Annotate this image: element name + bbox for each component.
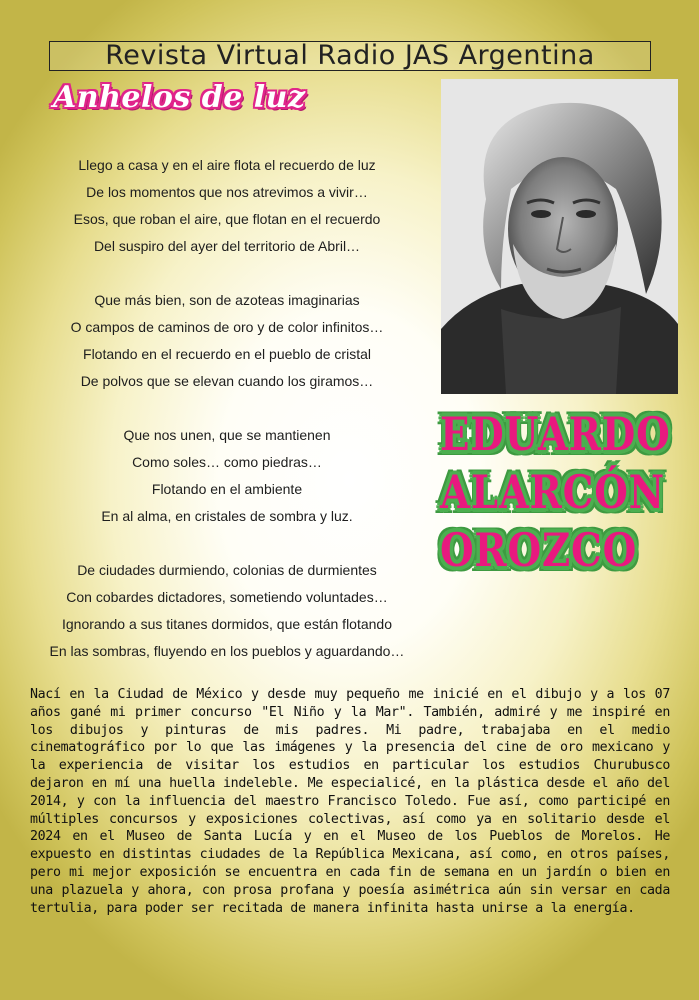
author-biography: Nací en la Ciudad de México y desde muy pequeño me inicié en el dibujo y a los 07 años gané mi primer concurso "El Niño y la Mar". También, admiré y me inspiré en los dibujos y pinturas de mis padres. Mi padre, trabajaba en el medio cinematográfico por lo que las imágenes y la presencia del cine de oro mexicano y la experiencia de visitar los estudios en particular los estudios Churubusco dejaron en mí una huella indeleble. Me especialicé, en la plástica desde el año del 2014, y con la influencia del maestro Francisco Toledo. Fue así, como participé en múltiples concursos y exposiciones colectivas, así como ya en solitario desde el 2024 en el Museo de Santa Lucía y en el Museo de los Pueblos de Morelos. He expuesto en distintas ciudades de la República Mexicana, así como, en otros países, pero mi mejor exposición se encuentra en cada fin de semana en un jardín o bien en una plazuela y ahora, con prosa profana y poesía asimétrica aún sin versar en cada tertulia, para poder ser recitada de manera infinita hasta unirse a la energía. bbox=[30, 687, 670, 916]
poem-line: Flotando en el recuerdo en el pueblo de cristal bbox=[83, 346, 371, 362]
author-name bbox=[440, 405, 675, 579]
stanza bbox=[22, 557, 432, 665]
poem-line: Que más bien, son de azoteas imaginarias bbox=[94, 292, 360, 308]
poem-line: Del suspiro del ayer del territorio de Abril… bbox=[93, 238, 361, 254]
poem-line: En las sombras, fluyendo en los pueblos y aguardando… bbox=[49, 643, 405, 659]
poem-line: De ciudades durmiendo, colonias de durmientes bbox=[77, 562, 377, 578]
author-portrait bbox=[441, 79, 678, 394]
poem-line: Flotando en el ambiente bbox=[151, 481, 303, 497]
poem-line: Ignorando a sus titanes dormidos, que están flotando bbox=[62, 616, 392, 632]
stanza bbox=[22, 422, 432, 530]
poem bbox=[22, 152, 432, 692]
author-first-name: EDUARDO bbox=[440, 407, 671, 461]
poem-line: Con cobardes dictadores, sometiendo voluntades… bbox=[66, 589, 388, 605]
author-surname-2: OROZCO bbox=[440, 523, 638, 577]
magazine-title: Revista Virtual Radio JAS Argentina bbox=[49, 41, 651, 71]
author-photo bbox=[441, 79, 678, 394]
poem-line: De los momentos que nos atrevimos a vivir… bbox=[86, 184, 368, 200]
stanza bbox=[22, 152, 432, 260]
poem-title: Anhelos de luz bbox=[53, 80, 306, 115]
poem-line: O campos de caminos de oro y de color infinitos… bbox=[70, 319, 384, 335]
poem-line: Llego a casa y en el aire flota el recuerdo de luz bbox=[78, 157, 376, 173]
poem-line: Como soles… como piedras… bbox=[132, 454, 322, 470]
author-surname-1: ALARCÓN bbox=[440, 465, 665, 519]
stanza bbox=[22, 287, 432, 395]
poem-line: De polvos que se elevan cuando los giramos… bbox=[80, 373, 374, 389]
poem-line: Que nos unen, que se mantienen bbox=[123, 427, 331, 443]
poem-line: En al alma, en cristales de sombra y luz. bbox=[101, 508, 353, 524]
poem-line: Esos, que roban el aire, que flotan en el recuerdo bbox=[73, 211, 381, 227]
